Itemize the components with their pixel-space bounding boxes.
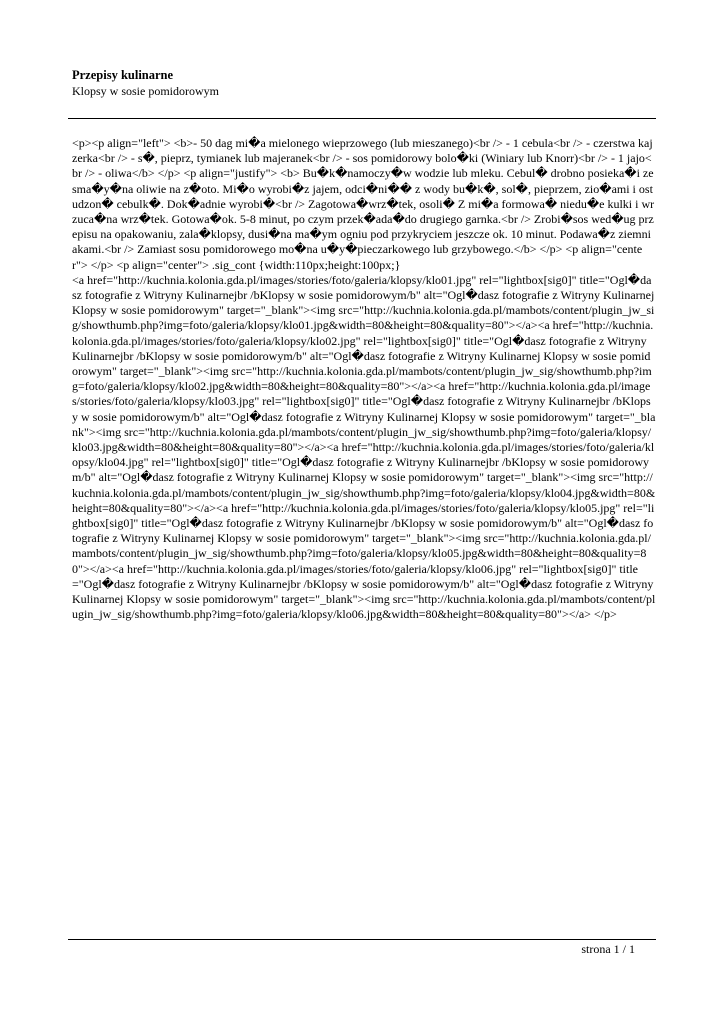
document-subtitle: Klopsy w sosie pomidorowym	[72, 84, 219, 98]
page-number: strona 1 / 1	[581, 942, 635, 956]
header-divider	[68, 118, 656, 119]
footer-divider	[68, 939, 656, 940]
document-body-text: <p><p align="left"> <b>- 50 dag mi�a mielonego wieprzowego (lub mieszanego)<br /> - 1 cebula<br /> - czerstwa kajzerka<br /> - s�, pieprz, tymianek lub majeranek<br /> - sos pomidorowy bolo�ki (Winiary lub Knorr)<br /> - 1 jajo<br /> - oliwa</b> </p> <p align="justify"> <b> Bu�k�namoczy�w wodzie lub mleku. Cebul� drobno posieka�i zesma�y�na oliwie na z�oto. Mi�o wyrobi�z jajem, odci�ni�� z wody bu�k�, sol�, pieprzem, zio�ami i ostudzon� cebulk�. Dok�adnie wyrobi�<br /> Zagotowa�wrz�tek, osoli� Z mi�a formowa� niedu�e kulki i wrzuca�na wrz�tek. Gotowa�ok. 5-8 minut, po czym przek�ada�do drugiego garnka.<br /> Zrobi�sos wed�ug przepisu na opakowaniu, zala�klopsy, dusi�na ma�ym ogniu pod przykryciem jeszcze ok. 10 minut. Podawa�z ziemniakami.<br /> Zamiast sosu pomidorowego mo�na u�y�pieczarkowego lub grzybowego.</b> </p> <p align="center"> </p> <p align="center"> .sig_cont {width:110px;height:100px;} <a href="http://kuchnia.kolonia.gda.pl/images/stories/foto/galeria/klopsy/klo01.jpg" rel="lightbox[sig0]" title="Ogl�dasz fotografie z Witryny Kulinarnejbr /bKlopsy w sosie pomidorowym/b" alt="Ogl�dasz fotografie z Witryny Kulinarnej Klopsy w sosie pomidorowym" target="_blank"><img src="http://kuchnia.kolonia.gda.pl/mambots/content/plugin_jw_sig/showthumb.php?img=foto/galeria/klopsy/klo01.jpg&width=80&height=80&quality=80"></a><a href="http://kuchnia.kolonia.gda.pl/images/stories/foto/galeria/klopsy/klo02.jpg" rel="lightbox[sig0]" title="Ogl�dasz fotografie z Witryny Kulinarnejbr /bKlopsy w sosie pomidorowym/b" alt="Ogl�dasz fotografie z Witryny Kulinarnej Klopsy w sosie pomidorowym" target="_blank"><img src="http://kuchnia.kolonia.gda.pl/mambots/content/plugin_jw_sig/showthumb.php?img=foto/galeria/klopsy/klo02.jpg&width=80&height=80&quality=80"></a><a href="http://kuchnia.kolonia.gda.pl/images/stories/foto/galeria/klopsy/klo03.jpg" rel="lightbox[sig0]" title="Ogl�dasz fotografie z Witryny Kulinarnejbr /bKlopsy w sosie pomidorowym/b" alt="Ogl�dasz fotografie z Witryny Kulinarnej Klopsy w sosie pomidorowym" target="_blank"><img src="http://kuchnia.kolonia.gda.pl/mambots/content/plugin_jw_sig/showthumb.php?img=foto/galeria/klopsy/klo03.jpg&width=80&height=80&quality=80"></a><a href="http://kuchnia.kolonia.gda.pl/images/stories/foto/galeria/klopsy/klo04.jpg" rel="lightbox[sig0]" title="Ogl�dasz fotografie z Witryny Kulinarnejbr /bKlopsy w sosie pomidorowym/b" alt="Ogl�dasz fotografie z Witryny Kulinarnej Klopsy w sosie pomidorowym" target="_blank"><img src="http://kuchnia.kolonia.gda.pl/mambots/content/plugin_jw_sig/showthumb.php?img=foto/galeria/klopsy/klo04.jpg&width=80&height=80&quality=80"></a><a href="http://kuchnia.kolonia.gda.pl/images/stories/foto/galeria/klopsy/klo05.jpg" rel="lightbox[sig0]" title="Ogl�dasz fotografie z Witryny Kulinarnejbr /bKlopsy w sosie pomidorowym/b" alt="Ogl�dasz fotografie z Witryny Kulinarnej Klopsy w sosie pomidorowym" target="_blank"><img src="http://kuchnia.kolonia.gda.pl/mambots/content/plugin_jw_sig/showthumb.php?img=foto/galeria/klopsy/klo05.jpg&width=80&height=80&quality=80"></a><a href="http://kuchnia.kolonia.gda.pl/images/stories/foto/galeria/klopsy/klo06.jpg" rel="lightbox[sig0]" title="Ogl�dasz fotografie z Witryny Kulinarnejbr /bKlopsy w sosie pomidorowym/b" alt="Ogl�dasz fotografie z Witryny Kulinarnej Klopsy w sosie pomidorowym" target="_blank"><img src="http://kuchnia.kolonia.gda.pl/mambots/content/plugin_jw_sig/showthumb.php?img=foto/galeria/klopsy/klo06.jpg&width=80&height=80&quality=80"></a> </p>	[72, 136, 656, 622]
document-title: Przepisy kulinarne	[72, 68, 174, 82]
document-header	[72, 68, 656, 99]
